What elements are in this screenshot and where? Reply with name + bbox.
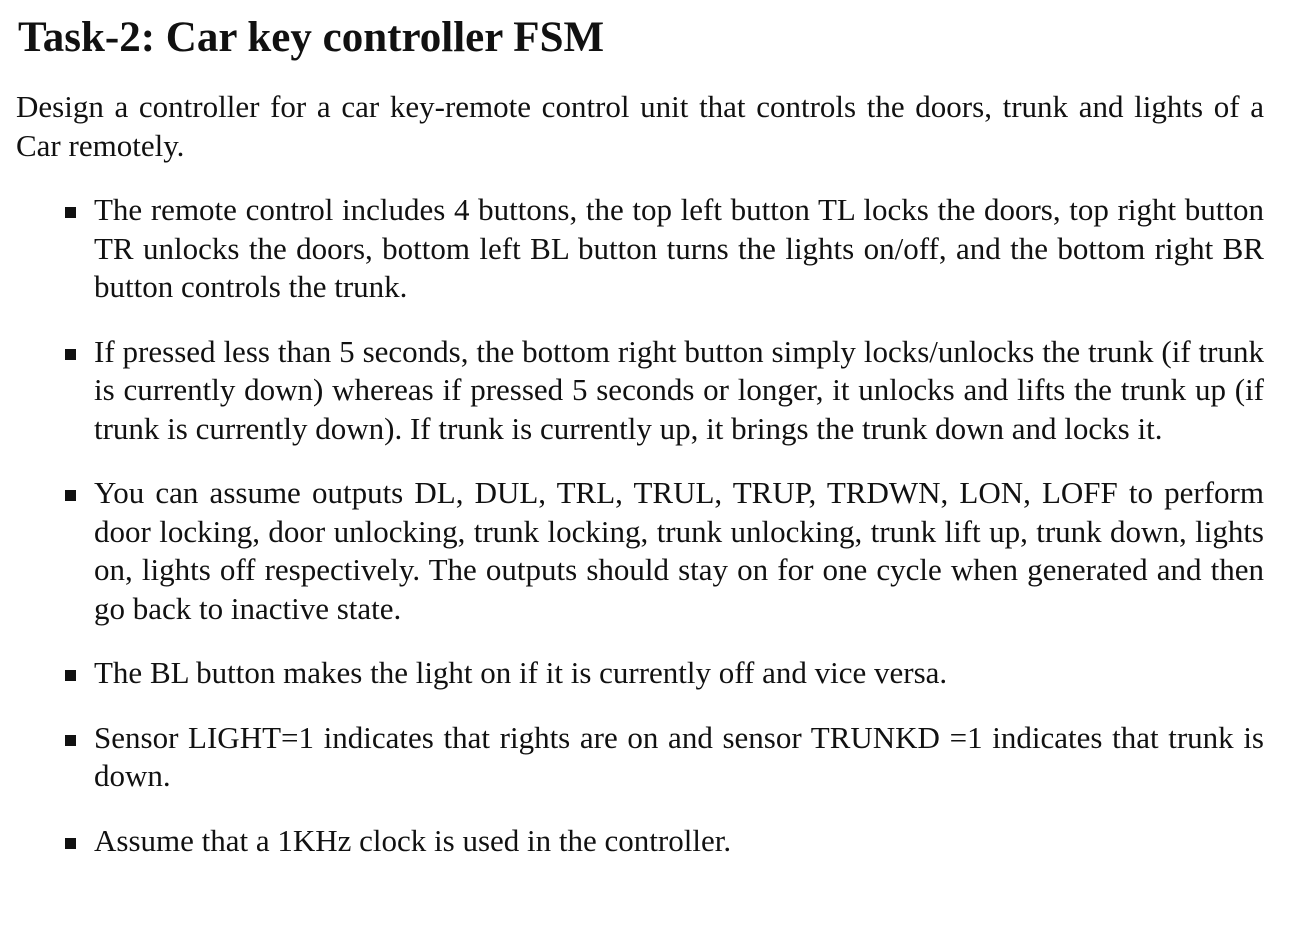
list-item-text: The BL button makes the light on if it is currently off and vice versa. bbox=[94, 655, 948, 690]
square-bullet-icon bbox=[65, 838, 76, 849]
list-item bbox=[16, 654, 1264, 693]
square-bullet-icon bbox=[65, 349, 76, 360]
list-item-text: Sensor LIGHT=1 indicates that rights are on and sensor TRUNKD =1 indicates that trunk is down. bbox=[94, 719, 1264, 793]
list-item-text: You can assume outputs DL, DUL, TRL, TRUL, TRUP, TRDWN, LON, LOFF to perform door locking, door unlocking, trunk locking, trunk unlocking, trunk lift up, trunk down, lights on, lights off respectively. The outputs should stay on for one cycle when generated and then go back to inactive state. bbox=[94, 475, 1264, 626]
list-item bbox=[16, 822, 1264, 861]
list-item bbox=[16, 333, 1264, 449]
list-item bbox=[16, 719, 1264, 796]
square-bullet-icon bbox=[65, 490, 76, 501]
list-item bbox=[16, 474, 1264, 628]
list-item-text: The remote control includes 4 buttons, the top left button TL locks the doors, top right button TR unlocks the doors, bottom left BL button turns the lights on/off, and the bottom right BR button controls the trunk. bbox=[94, 192, 1264, 304]
list-item bbox=[16, 191, 1264, 307]
square-bullet-icon bbox=[65, 670, 76, 681]
intro-paragraph: Design a controller for a car key-remote control unit that controls the doors, trunk and lights of a Car remotely. bbox=[16, 89, 1264, 163]
requirements-list bbox=[16, 191, 1264, 860]
list-item-text: If pressed less than 5 seconds, the bottom right button simply locks/unlocks the trunk (if trunk is currently down) whereas if pressed 5 seconds or longer, it unlocks and lifts the trunk up (if trunk is currently down). If trunk is currently up, it brings the trunk down and locks it. bbox=[94, 333, 1264, 446]
square-bullet-icon bbox=[65, 735, 76, 746]
list-item-text: Assume that a 1KHz clock is used in the controller. bbox=[94, 822, 732, 858]
square-bullet-icon bbox=[65, 207, 76, 218]
page-title: Task-2: Car key controller FSM bbox=[18, 14, 605, 61]
document-page bbox=[16, 0, 1264, 860]
